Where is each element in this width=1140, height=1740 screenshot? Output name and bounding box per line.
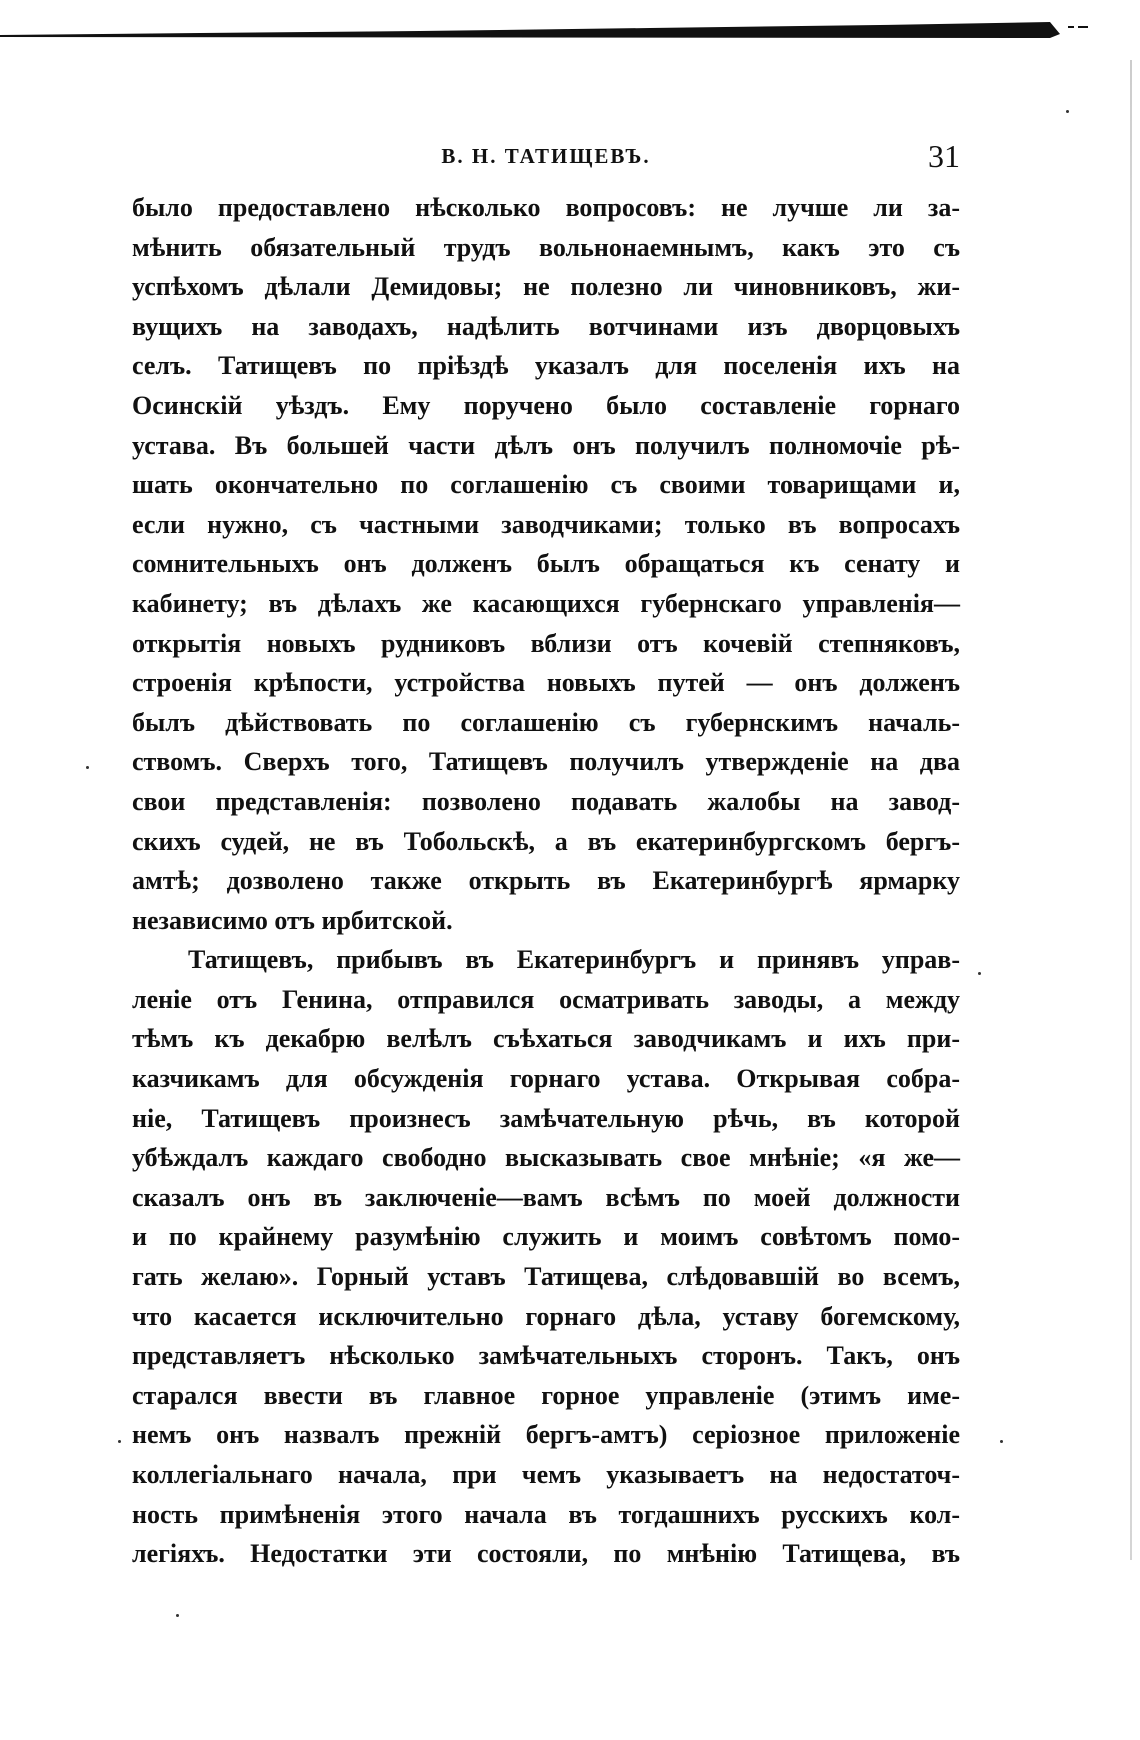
text-line: гать желаю». Горный уставъ Татищева, слѣдовавшій во всемъ, xyxy=(132,1262,960,1292)
text-line: успѣхомъ дѣлали Демидовы; не полезно ли чиновниковъ, жи- xyxy=(132,272,960,302)
text-line: казчикамъ для обсужденія горнаго устава. Открывая собра- xyxy=(132,1064,960,1094)
running-head: В. Н. ТАТИЩЕВЪ. xyxy=(441,144,651,168)
text-line: леніе отъ Генина, отправился осматривать заводы, а между xyxy=(132,984,960,1014)
text-line: кабинету; въ дѣлахъ же касающихся губернскаго управленія— xyxy=(132,588,960,618)
paragraph-last-line: независимо отъ ирбитской. xyxy=(132,905,453,935)
text-line: устава. Въ большей части дѣлъ онъ получилъ полномочіе рѣ- xyxy=(132,430,960,460)
scan-speck xyxy=(118,1440,121,1443)
scan-speck xyxy=(1066,110,1069,113)
page-edge-shadow xyxy=(1130,60,1132,1560)
text-line: ніе, Татищевъ произнесъ замѣчательную рѣчь, въ которой xyxy=(132,1103,960,1133)
text-line: тѣмъ къ декабрю велѣлъ съѣхаться заводчикамъ и ихъ при- xyxy=(132,1024,960,1054)
text-line: открытія новыхъ рудниковъ вблизи отъ кочевій степняковъ, xyxy=(132,628,960,658)
text-line: скихъ судей, не въ Тобольскѣ, а въ екатеринбургскомъ бергъ- xyxy=(132,826,960,856)
text-line: сказалъ онъ въ заключеніе—вамъ всѣмъ по моей должности xyxy=(132,1182,960,1212)
text-line: ствомъ. Сверхъ того, Татищевъ получилъ утвержденіе на два xyxy=(132,747,960,777)
paragraph-first-line: Татищевъ, прибывъ въ Екатеринбургъ и принявъ управ- xyxy=(188,945,960,975)
scan-speck xyxy=(978,972,981,975)
text-line: было предоставлено нѣсколько вопросовъ: не лучше ли за- xyxy=(132,193,960,222)
text-line: представляетъ нѣсколько замѣчательныхъ сторонъ. Такъ, онъ xyxy=(132,1341,960,1371)
text-line: шать окончательно по соглашенію съ своими товарищами и, xyxy=(132,470,960,500)
text-line: коллегіальнаго начала, при чемъ указываетъ на недостаточ- xyxy=(132,1460,960,1489)
text-line: строенія крѣпости, устройства новыхъ путей — онъ долженъ xyxy=(132,668,960,698)
scan-speck xyxy=(86,766,89,769)
scan-speck xyxy=(176,1614,179,1617)
text-line: амтѣ; дозволено также открыть въ Екатеринбургѣ ярмарку xyxy=(132,866,960,896)
text-line: свои представленія: позволено подавать жалобы на завод- xyxy=(132,786,960,816)
text-line: мѣнить обязательный трудъ вольнонаемнымъ, какъ это съ xyxy=(132,232,960,262)
text-line: ность примѣненія этого начала въ тогдашнихъ русскихъ кол- xyxy=(132,1499,960,1529)
text-line: сомнительныхъ онъ долженъ былъ обращаться къ сенату и xyxy=(132,549,960,579)
body-text xyxy=(132,188,960,1574)
text-line: старался ввести въ главное горное управленіе (этимъ име- xyxy=(132,1380,960,1410)
top-edge-rule xyxy=(0,22,1090,38)
text-line: если нужно, съ частными заводчиками; только въ вопросахъ xyxy=(132,509,960,539)
text-line: и по крайнему разумѣнію служить и моимъ совѣтомъ помо- xyxy=(132,1222,960,1252)
text-line: убѣждалъ каждаго свободно высказывать свое мнѣніе; «я же— xyxy=(132,1143,960,1173)
text-line: Осинскій уѣздъ. Ему поручено было составленіе горнаго xyxy=(132,390,960,420)
text-line: вущихъ на заводахъ, надѣлить вотчинами изъ дворцовыхъ xyxy=(132,311,960,341)
page-header xyxy=(132,138,960,178)
scan-speck xyxy=(1000,1440,1003,1443)
text-line: что касается исключительно горнаго дѣла, уставу богемскому, xyxy=(132,1301,960,1331)
text-line: немъ онъ назвалъ прежній бергъ-амтъ) серіозное приложеніе xyxy=(132,1420,960,1450)
text-line: былъ дѣйствовать по соглашенію съ губернскимъ началь- xyxy=(132,707,960,737)
text-line: легіяхъ. Недостатки эти состояли, по мнѣнію Татищева, въ xyxy=(132,1539,960,1569)
page-number: 31 xyxy=(928,138,960,174)
text-line: селъ. Татищевъ по пріѣздѣ указалъ для поселенія ихъ на xyxy=(132,351,960,381)
